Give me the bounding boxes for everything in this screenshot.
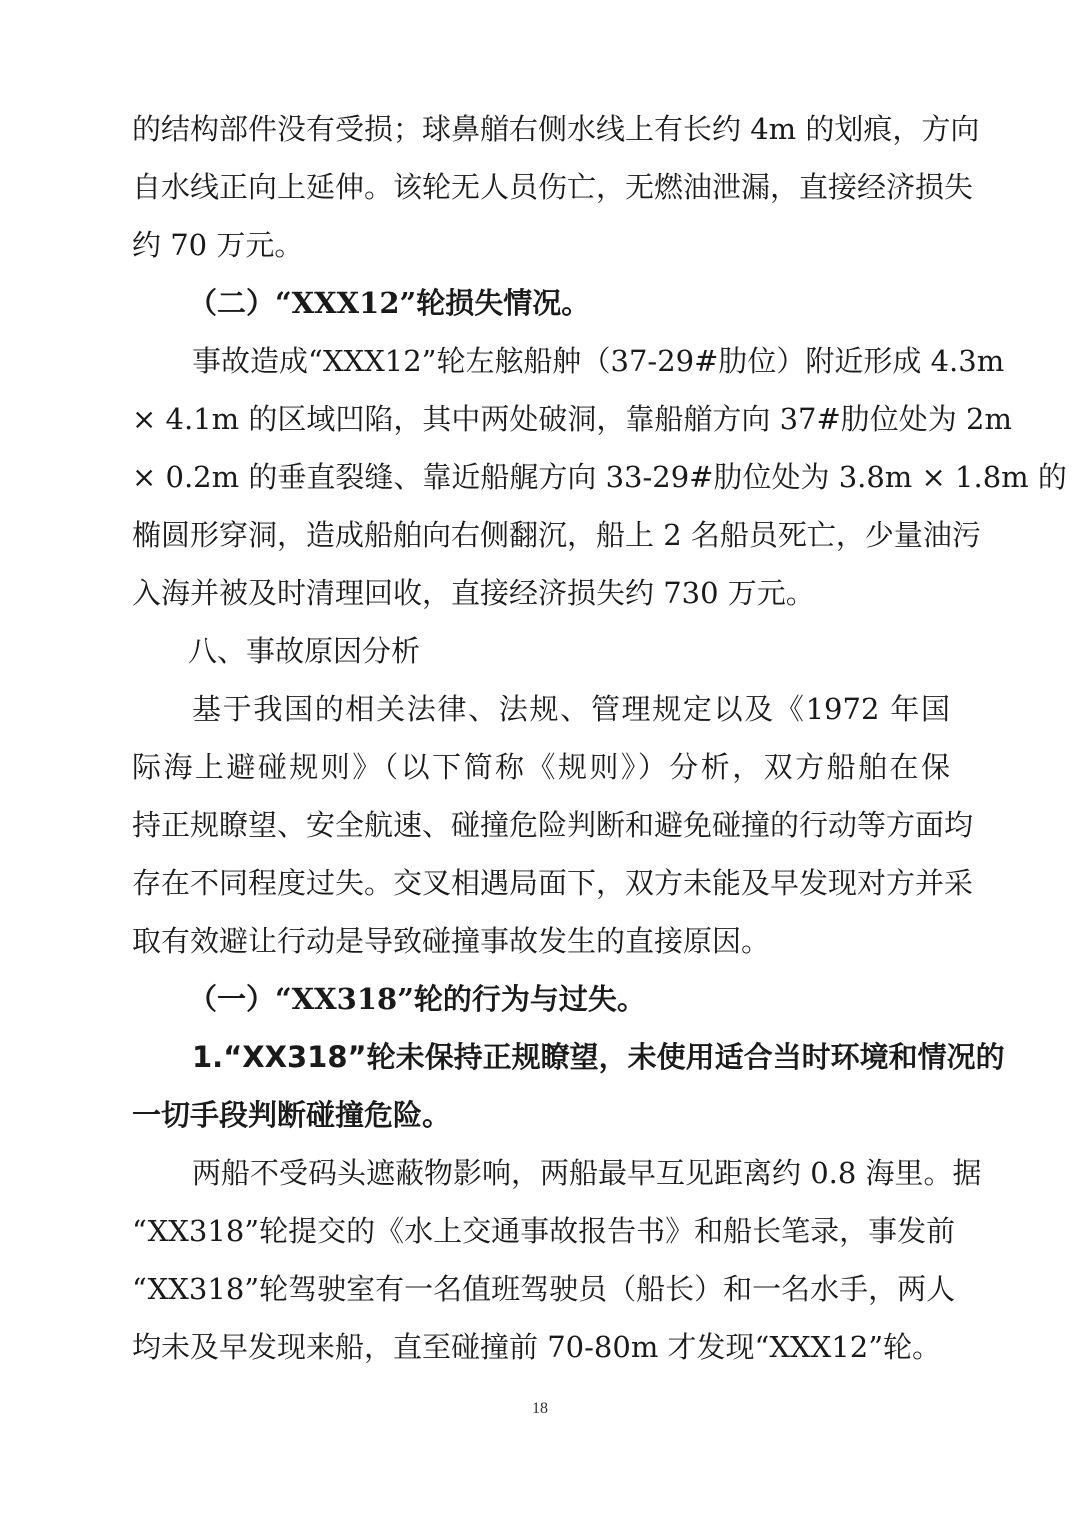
text-line: 约 70 万元。 (132, 228, 304, 262)
text-line: 自水线正向上延伸。该轮无人员伤亡，无燃油泄漏，直接经济损失 (132, 170, 974, 204)
subsection-heading: 1.“XX318”轮未保持正规瞭望，未使用适合当时环境和情况的 (192, 1040, 1005, 1074)
text-line: 存在不同程度过失。交叉相遇局面下，双方未能及早发现对方并采 (132, 866, 974, 900)
text-line: × 4.1m 的区域凹陷，其中两处破洞，靠船艏方向 37#肋位处为 2m (132, 402, 1012, 436)
text-line: 持正规瞭望、安全航速、碰撞危险判断和避免碰撞的行动等方面均 (132, 808, 974, 842)
subsection-heading: 一切手段判断碰撞危险。 (132, 1098, 452, 1132)
text-line: 两船不受码头遮蔽物影响，两船最早互见距离约 0.8 海里。据 (192, 1156, 982, 1190)
text-line: 的结构部件没有受损；球鼻艏右侧水线上有长约 4m 的划痕，方向 (132, 112, 980, 146)
text-line: × 0.2m 的垂直裂缝、靠近船艉方向 33-29#肋位处为 3.8m × 1.8m 的 (132, 460, 1067, 494)
text-line: 基于我国的相关法律、法规、管理规定以及《1972 年国 (192, 692, 950, 726)
text-line: 入海并被及时清理回收，直接经济损失约 730 万元。 (132, 576, 815, 610)
chapter-heading: 八、事故原因分析 (188, 634, 421, 668)
text-line: “XX318”轮提交的《水上交通事故报告书》和船长笔录，事发前 (132, 1214, 956, 1248)
text-line: 取有效避让行动是导致碰撞事故发生的直接原因。 (132, 924, 771, 958)
text-line: 均未及早发现来船，直至碰撞前 70-80m 才发现“XXX12”轮。 (132, 1330, 942, 1364)
text-line: 际海上避碰规则》（以下简称《规则》）分析，双方船舶在保 (132, 750, 950, 784)
text-line: 椭圆形穿洞，造成船舶向右侧翻沉，船上 2 名船员死亡，少量油污 (132, 518, 981, 552)
page-number: 18 (532, 1400, 548, 1417)
text-line: “XX318”轮驾驶室有一名值班驾驶员（船长）和一名水手，两人 (132, 1272, 956, 1306)
section-heading: （一）“XX318”轮的行为与过失。 (188, 982, 646, 1016)
page-body (132, 100, 1067, 1376)
text-line: 事故造成“XXX12”轮左舷船舯（37-29#肋位）附近形成 4.3m (192, 344, 1005, 378)
section-heading: （二）“XXX12”轮损失情况。 (188, 286, 591, 320)
